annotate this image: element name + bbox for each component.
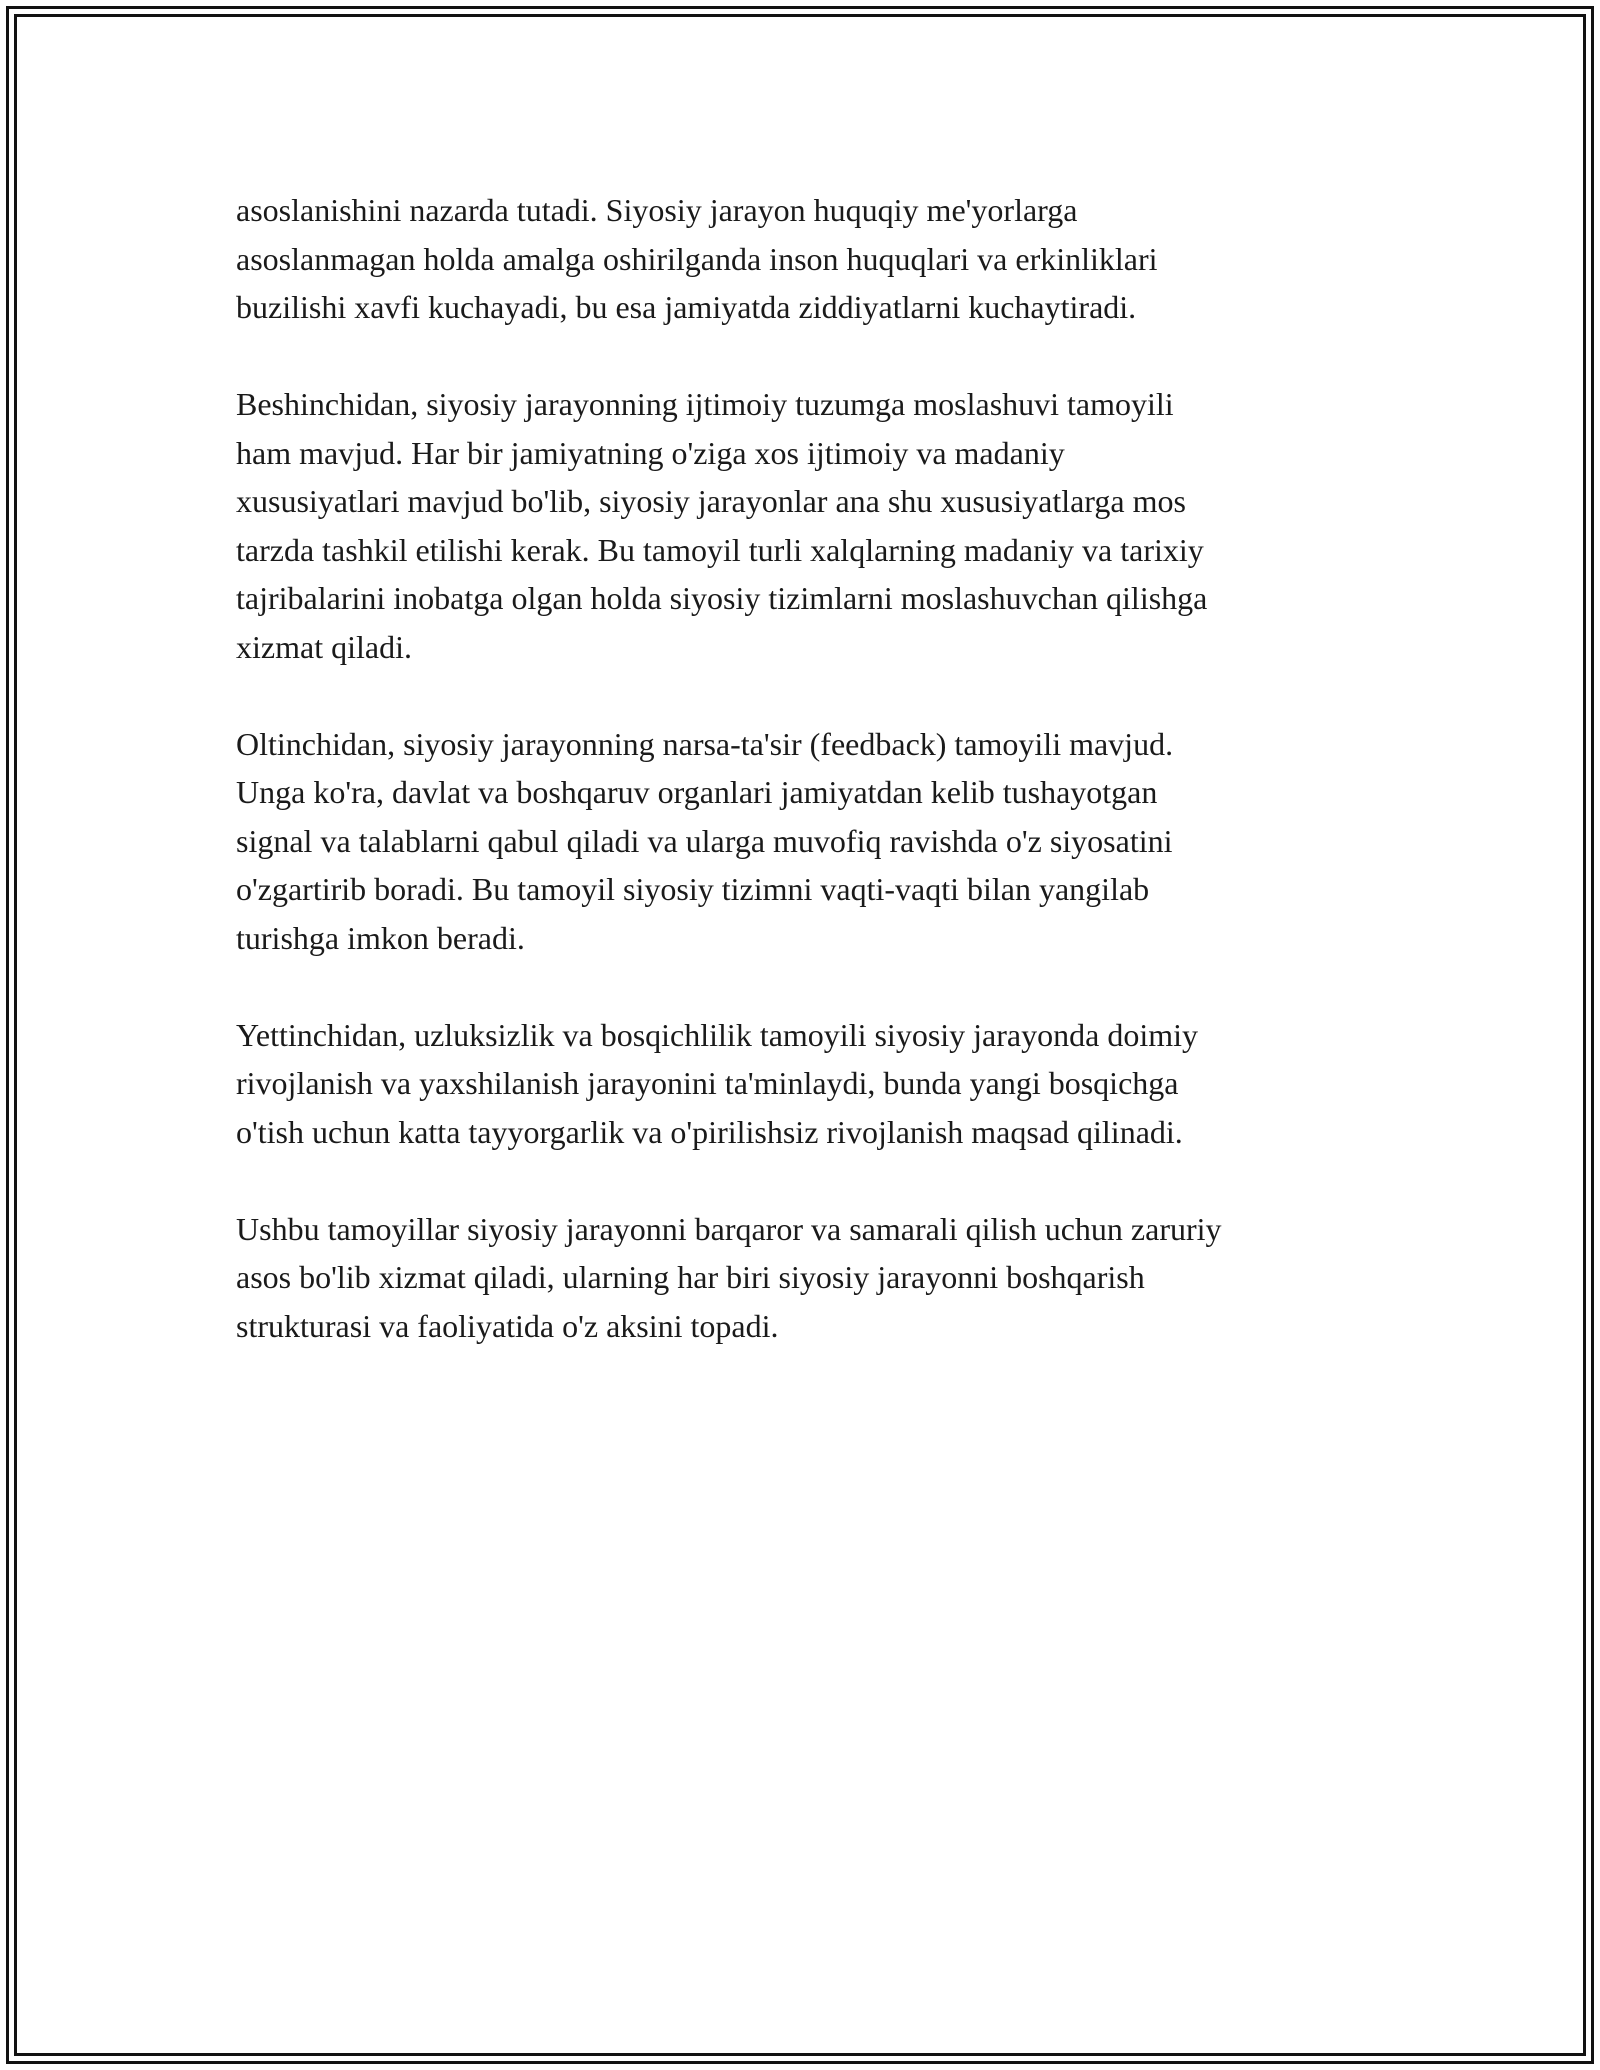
paragraph-fifth-principle: Beshinchidan, siyosiy jarayonning ijtimoiy tuzumga moslashuvi tamoyili ham mavjud. Har bir jamiyatning o'ziga xos ijtimoiy va madaniy xususiyatlari mavjud bo'lib, siyosiy jarayonlar ana shu xususiyatlarga mos tarzda tashkil etilishi kerak. Bu tamoyil turli xalqlarning madaniy va tarixiy tajribalarini inobatga olgan holda siyosiy tizimlarni moslashuvchan qilishga xizmat qiladi. [236,386,1208,665]
paragraph-legal-basis: asoslanishini nazarda tutadi. Siyosiy jarayon huquqiy me'yorlarga asoslanmagan holda amalga oshirilganda inson huquqlari va erkinliklari buzilishi xavfi kuchayadi, bu esa jamiyatda ziddiyatlarni kuchaytiradi. [236,192,1158,325]
paragraph-sixth-principle: Oltinchidan, siyosiy jarayonning narsa-ta'sir (feedback) tamoyili mavjud. Unga ko'ra, davlat va boshqaruv organlari jamiyatdan kelib tushayotgan signal va talablarni qabul qiladi va ularga muvofiq ravishda o'z siyosatini o'zgartirib boradi. Bu tamoyil siyosiy tizimni vaqti-vaqti bilan yangilab turishga imkon beradi. [236,725,1174,956]
document-body [236,186,1396,1399]
paragraph-seventh-principle: Yettinchidan, uzluksizlik va bosqichlilik tamoyili siyosiy jarayonda doimiy rivojlanish va yaxshilanish jarayonini ta'minlaydi, bunda yangi bosqichga o'tish uchun katta tayyorgarlik va o'pirilishsiz rivojlanish maqsad qilinadi. [236,1016,1198,1150]
paragraph-conclusion: Ushbu tamoyillar siyosiy jarayonni barqaror va samarali qilish uchun zaruriy asos bo'lib xizmat qiladi, ularning har biri siyosiy jarayonni boshqarish strukturasi va faoliyatida o'z aksini topadi. [236,1210,1222,1344]
